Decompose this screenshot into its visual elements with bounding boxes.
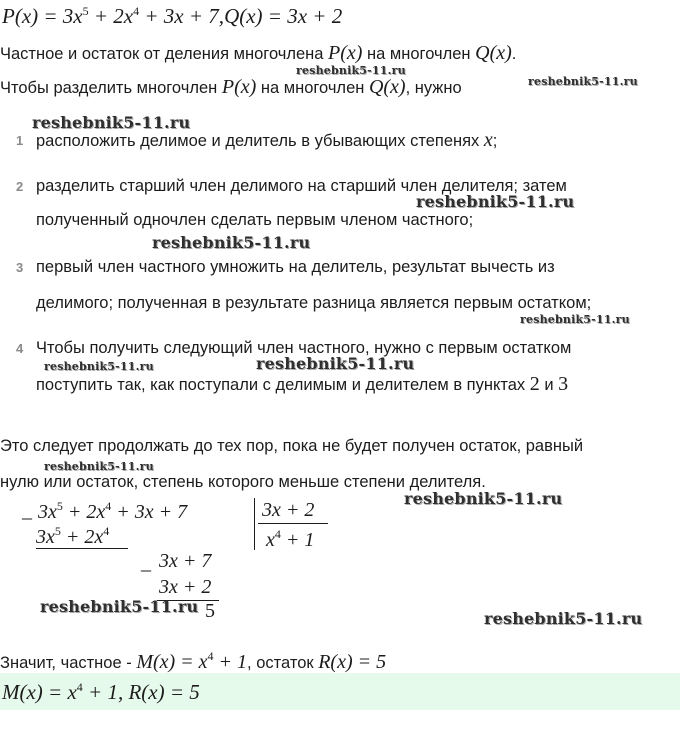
step-3-line-2: делимого; полученная в результате разница является первым остатком; xyxy=(36,294,592,312)
watermark: reshebnik5-11.ru xyxy=(528,75,638,88)
watermark: reshebnik5-11.ru xyxy=(44,460,154,473)
continue-line-2: нулю или остаток, степень которого меньше степени делителя. xyxy=(0,473,486,491)
step-2-line-1: разделить старший член делимого на старший член делителя; затем xyxy=(36,177,567,195)
answer: $M(x) = x^4 + 1$, R(x) = 5 xyxy=(2,680,200,704)
minus-sign: _ xyxy=(141,552,151,574)
watermark: reshebnik5-11.ru xyxy=(152,233,311,252)
watermark: reshebnik5-11.ru xyxy=(40,597,199,616)
step-number: 4 xyxy=(16,341,24,356)
minus-sign: _ xyxy=(22,500,32,522)
watermark: reshebnik5-11.ru xyxy=(296,64,406,77)
watermark: reshebnik5-11.ru xyxy=(44,360,154,373)
division-bracket xyxy=(254,498,255,550)
conclusion: Значит, частное - $M(x) = x^4 + 1$, остаток R(x) = 5 xyxy=(0,649,387,673)
intro-line-2: Чтобы разделить многочлен P(x) на многочлен Q(x), нужно xyxy=(0,76,462,98)
step-number: 3 xyxy=(16,260,24,275)
problem-statement: $P(x) = 3x^5 + 2x^4 + 3x + 7,Q(x) = 3x + 2$ xyxy=(2,4,343,28)
subtrahend-2: 3x + 2 xyxy=(159,576,212,598)
step-3-line-1: первый член частного умножить на делитель, результат вычесть из xyxy=(36,258,555,276)
divisor-line xyxy=(258,523,328,524)
quotient: $x^4 + 1$ xyxy=(266,527,315,551)
continue-line-1: Это следует продолжать до тех пор, пока не будет получен остаток, равный xyxy=(0,437,584,455)
step-2-line-2: полученный одночлен сделать первым членом частного; xyxy=(36,211,474,229)
remainder-1: 3x + 7 xyxy=(159,550,212,572)
step-4-line-2: поступить так, как поступали с делимым и делителем в пунктах 2 и 3 xyxy=(36,373,569,395)
watermark: reshebnik5-11.ru xyxy=(416,192,575,211)
intro-line-1: Частное и остаток от деления многочлена P(x) на многочлен Q(x). xyxy=(0,42,517,64)
subtraction-line xyxy=(36,548,128,549)
watermark: reshebnik5-11.ru xyxy=(404,489,563,508)
divisor: 3x + 2 xyxy=(262,499,315,521)
subtrahend-1: $3x^5 + 2x^4$ xyxy=(36,524,110,548)
dividend: $3x^5 + 2x^4 + 3x + 7$ xyxy=(38,499,188,523)
step-number: 2 xyxy=(16,179,24,194)
step-1-text: расположить делимое и делитель в убывающих степенях x; xyxy=(36,129,498,151)
remainder-final: 5 xyxy=(205,600,215,622)
step-4-line-1: Чтобы получить следующий член частного, нужно с первым остатком xyxy=(36,339,572,357)
watermark: reshebnik5-11.ru xyxy=(256,354,415,373)
watermark: reshebnik5-11.ru xyxy=(32,113,191,132)
step-number: 1 xyxy=(16,133,24,148)
watermark: reshebnik5-11.ru xyxy=(520,313,630,326)
watermark: reshebnik5-11.ru xyxy=(484,609,643,628)
